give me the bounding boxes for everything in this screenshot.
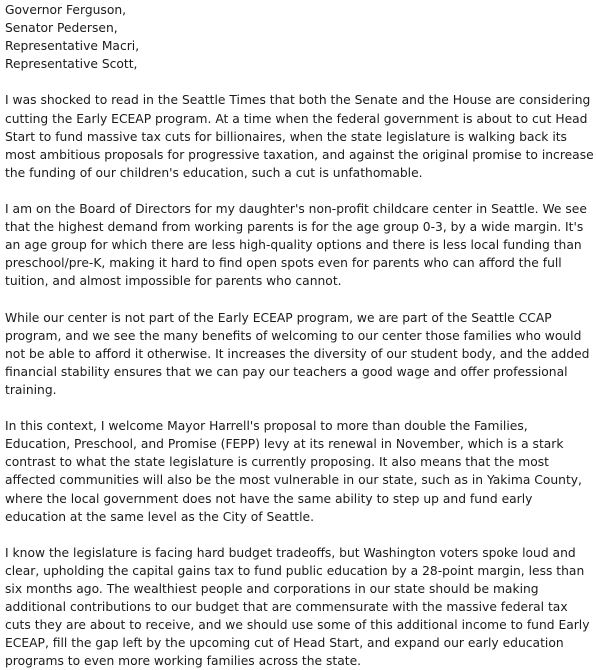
salutation-block: [5, 1, 594, 73]
body-paragraph: I know the legislature is facing hard budget tradeoffs, but Washington voters spoke loud and clear, upholding the capital gains tax to fund public education by a 28-point margin, less than six months ago. The wealthiest people and corporations in our state should be making additional contributions to our budget that are commensurate with the massive federal tax cuts they are about to receive, and we should use some of this additional income to fund Early ECEAP, fill the gap left by the upcoming cut of Head Start, and expand our early education programs to even more working families across the state.: [5, 545, 590, 669]
salutation-line: Representative Scott,: [5, 57, 138, 72]
salutation-line: Governor Ferguson,: [5, 3, 127, 17]
body-paragraph: In this context, I welcome Mayor Harrell's proposal to more than double the Families, Education, Preschool, and Promise (FEPP) levy at its renewal in November, which is a stark contrast to what the state legislature is currently proposing. It also means that the most affected communities will also be the most vulnerable in our state, such as in Yakima County, where the local government does not have the same ability to step up and fund early education at the same level as the City of Seattle.: [5, 419, 582, 524]
salutation-line: Senator Pedersen,: [5, 21, 118, 36]
salutation-line: Representative Macri,: [5, 39, 140, 54]
body-paragraph: While our center is not part of the Early ECEAP program, we are part of the Seattle CCAP program, and we see the many benefits of welcoming to our center those families who would not be able to afford it otherwise. It increases the diversity of our student body, and the added financial stability ensures that we can pay our teachers a good wage and offer professional training.: [5, 310, 590, 397]
body-paragraph: I was shocked to read in the Seattle Times that both the Senate and the House are considering cutting the Early ECEAP program. At a time when the federal government is about to cut Head Start to fund massive tax cuts for billionaires, when the state legislature is walking back its most ambitious proposals for progressive taxation, and against the original promise to increase the funding of our children's education, such a cut is unfathomable.: [5, 93, 594, 180]
body-paragraph: I am on the Board of Directors for my daughter's non-profit childcare center in Seattle. We see that the highest demand from working parents is for the age group 0-3, by a wide margin. It's an age group for which there are less high-quality options and there is less local funding than preschool/pre-K, making it hard to find open spots even for parents who can afford the full tuition, and almost impossible for parents who cannot.: [5, 202, 587, 289]
